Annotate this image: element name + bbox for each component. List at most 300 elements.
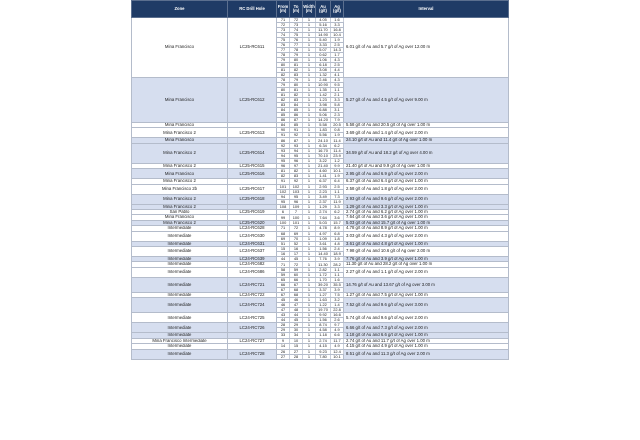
au-cell: 4.60 (316, 169, 331, 174)
from-cell: 27 (277, 354, 290, 359)
to-cell: 84 (290, 103, 303, 108)
au-cell: 4.05 (316, 18, 331, 23)
au-cell: 1.56 (316, 318, 331, 323)
au-cell: 1.56 (316, 247, 331, 252)
to-cell: 75 (290, 33, 303, 38)
ag-cell: 28.2 (331, 262, 344, 267)
ag-cell: 22.8 (331, 308, 344, 313)
table-row (132, 18, 509, 23)
width-cell: 1 (303, 292, 316, 297)
width-cell: 1 (303, 169, 316, 174)
interval-summary-cell: 2.95 g/t of Au and 6.9 g/t of Ag over 2.00 m (344, 169, 509, 179)
ag-cell: 1.1 (331, 189, 344, 194)
from-cell: 78 (277, 53, 290, 58)
width-cell: 1 (303, 236, 316, 241)
au-cell: 5.58 (316, 123, 331, 128)
au-cell: 5.40 (316, 38, 331, 43)
drill-hole-cell: LC25-RC616 (228, 169, 277, 179)
width-cell: 1 (303, 118, 316, 123)
column-header-zone: Zone (132, 1, 228, 18)
width-cell: 1 (303, 184, 316, 189)
width-cell: 1 (303, 338, 316, 343)
width-cell: 1 (303, 123, 316, 128)
to-cell: 82 (290, 169, 303, 174)
ag-cell: 4.9 (331, 328, 344, 333)
from-cell: 59 (277, 272, 290, 277)
zone-cell: Intermediate (132, 323, 228, 333)
width-cell: 1 (303, 83, 316, 88)
from-cell: 44 (277, 257, 290, 262)
width-cell: 1 (303, 108, 316, 113)
width-cell: 1 (303, 354, 316, 359)
width-cell: 1 (303, 194, 316, 199)
from-cell: 28 (277, 323, 290, 328)
au-cell: 3.33 (316, 43, 331, 48)
to-cell: 45 (290, 318, 303, 323)
width-cell: 1 (303, 23, 316, 28)
zone-cell: Intermediate (132, 333, 228, 338)
to-cell: 80 (290, 83, 303, 88)
ag-cell: 1.2 (331, 158, 344, 163)
from-cell: 58 (277, 267, 290, 272)
to-cell: 45 (290, 257, 303, 262)
interval-summary-cell: 5.03 g/t of Au and 15.7 g/t of Ag over 1.00 m (344, 220, 509, 225)
column-header-width: Width (m) (303, 1, 316, 18)
to-cell: 93 (290, 143, 303, 148)
ag-cell: 1.1 (331, 272, 344, 277)
width-cell: 1 (303, 158, 316, 163)
column-header-au: Au (g/t) (316, 1, 331, 18)
drill-hole-cell: LC25-RC614 (228, 143, 277, 163)
from-cell: 73 (277, 28, 290, 33)
to-cell: 103 (290, 189, 303, 194)
ag-cell: 3.6 (331, 215, 344, 220)
from-cell: 81 (277, 169, 290, 174)
zone-cell: Mina Francisco (132, 18, 228, 78)
from-cell: 90 (277, 128, 290, 133)
from-cell: 84 (277, 123, 290, 128)
table-row (132, 277, 509, 282)
width-cell: 1 (303, 262, 316, 267)
au-cell: 11.70 (316, 28, 331, 33)
zone-cell: Mina Francisco 2 (132, 143, 228, 163)
to-cell: 68 (290, 292, 303, 297)
zone-cell: Intermediate (132, 231, 228, 241)
au-cell: 6.88 (316, 108, 331, 113)
au-cell: 14.90 (316, 33, 331, 38)
drill-hole-cell: LC25-RC613 (228, 128, 277, 138)
au-cell: 1.06 (316, 58, 331, 63)
from-cell: 9 (277, 338, 290, 343)
interval-summary-cell: 5.58 g/t of Au and 20.5 g/t of Ag over 1.00 m (344, 123, 509, 128)
zone-cell: Intermediate (132, 257, 228, 262)
to-cell: 96 (290, 158, 303, 163)
to-cell: 109 (290, 204, 303, 209)
width-cell: 1 (303, 63, 316, 68)
ag-cell: 4.3 (331, 58, 344, 63)
au-cell: 1.18 (316, 333, 331, 338)
zone-cell: Mina Francisco 2 (132, 220, 228, 225)
zone-cell: Intermediate (132, 247, 228, 257)
from-cell: 95 (277, 158, 290, 163)
width-cell: 1 (303, 163, 316, 168)
to-cell: 73 (290, 23, 303, 28)
au-cell: 3.08 (316, 68, 331, 73)
from-cell: 93 (277, 148, 290, 153)
ag-cell: 1.8 (331, 236, 344, 241)
to-cell: 30 (290, 328, 303, 333)
drill-hole-cell: LC24-RC724 (228, 298, 277, 313)
au-cell: 2.74 (316, 338, 331, 343)
drill-hole-cell: LC24-RC722 (228, 292, 277, 297)
to-cell: 74 (290, 28, 303, 33)
width-cell: 1 (303, 48, 316, 53)
table-row (132, 267, 509, 272)
zone-cell: Mina Francisco 2 (132, 194, 228, 204)
from-cell: 91 (277, 179, 290, 184)
from-cell: 76 (277, 43, 290, 48)
from-cell: 72 (277, 23, 290, 28)
drill-hole-cell: LC24-RC686 (228, 267, 277, 277)
ag-cell: 2.4 (331, 247, 344, 252)
width-cell: 1 (303, 148, 316, 153)
interval-summary-cell: 2.58 g/t of Au and 1.8 g/t of Ag over 2.00 m (344, 184, 509, 194)
au-cell: 70.10 (316, 153, 331, 158)
ag-cell: 4.9 (331, 344, 344, 349)
from-cell: 91 (277, 133, 290, 138)
to-cell: 92 (290, 179, 303, 184)
to-cell: 92 (290, 133, 303, 138)
ag-cell: 4.3 (331, 78, 344, 83)
drill-hole-cell: LC24-RC726 (228, 323, 277, 333)
ag-cell: 9.5 (331, 83, 344, 88)
column-header-to: To (m) (290, 1, 303, 18)
ag-cell: 10.1 (331, 354, 344, 359)
from-cell: 6 (277, 210, 290, 215)
drill-hole-cell: LC25-RC618 (228, 194, 277, 204)
from-cell: 71 (277, 18, 290, 23)
zone-cell: Intermediate (132, 298, 228, 313)
ag-cell: 11.9 (331, 199, 344, 204)
au-cell: 4.78 (316, 226, 331, 231)
au-cell: 7.76 (316, 257, 331, 262)
zone-cell: Mina Francisco 2 (132, 179, 228, 184)
from-cell: 26 (277, 349, 290, 354)
width-cell: 1 (303, 113, 316, 118)
to-cell: 27 (290, 349, 303, 354)
width-cell: 1 (303, 282, 316, 287)
from-cell: 94 (277, 153, 290, 158)
interval-summary-cell: 8.51 g/t of Au and 11.3 g/t of Ag over 2.00 m (344, 349, 509, 359)
to-cell: 101 (290, 220, 303, 225)
drill-results-table (131, 0, 509, 360)
width-cell: 1 (303, 298, 316, 303)
au-cell: 2.74 (316, 210, 331, 215)
au-cell: 1.29 (316, 204, 331, 209)
width-cell: 1 (303, 18, 316, 23)
ag-cell: 6.2 (331, 143, 344, 148)
au-cell: 5.07 (316, 48, 331, 53)
column-header-interval: Interval (344, 1, 509, 18)
table-row (132, 298, 509, 303)
width-cell: 1 (303, 257, 316, 262)
to-cell: 48 (290, 308, 303, 313)
to-cell: 16 (290, 247, 303, 252)
ag-cell: 3.9 (331, 257, 344, 262)
drill-hole-cell: LC25-RC612 (228, 78, 277, 123)
column-header-ag: Ag (g/t) (331, 1, 344, 18)
au-cell: 6.37 (316, 179, 331, 184)
to-cell: 46 (290, 298, 303, 303)
ag-cell: 1.9 (331, 133, 344, 138)
interval-summary-cell: 3.69 g/t of Au and 1.4 g/t of Ag over 2.00 m (344, 128, 509, 138)
ag-cell: 9.7 (331, 323, 344, 328)
width-cell: 1 (303, 133, 316, 138)
to-cell: 17 (290, 252, 303, 257)
to-cell: 52 (290, 241, 303, 246)
width-cell: 1 (303, 333, 316, 338)
table-row (132, 313, 509, 318)
au-cell: 1.27 (316, 292, 331, 297)
from-cell: 71 (277, 226, 290, 231)
ag-cell: 7.5 (331, 292, 344, 297)
width-cell: 1 (303, 308, 316, 313)
au-cell: 1.83 (316, 128, 331, 133)
interval-summary-cell: 7.76 g/t of Au and 3.9 g/t of Ag over 1.00 m (344, 257, 509, 262)
interval-summary-cell: 2.27 g/t of Au and 1.1 g/t of Ag over 2.00 m (344, 267, 509, 277)
au-cell: 3.98 (316, 103, 331, 108)
width-cell: 1 (303, 252, 316, 257)
to-cell: 72 (290, 262, 303, 267)
ag-cell: 1.6 (331, 18, 344, 23)
table-row (132, 194, 509, 199)
table-header-row (132, 1, 509, 18)
ag-cell: 18.9 (331, 252, 344, 257)
ag-cell: 4.8 (331, 241, 344, 246)
from-cell: 81 (277, 68, 290, 73)
drill-hole-cell: LC24-RC721 (228, 277, 277, 292)
width-cell: 1 (303, 58, 316, 63)
to-cell: 80 (290, 58, 303, 63)
ag-cell: 2.5 (331, 184, 344, 189)
ag-cell: 6.8 (331, 231, 344, 236)
width-cell: 1 (303, 138, 316, 143)
from-cell: 102 (277, 189, 290, 194)
ag-cell: 3.1 (331, 108, 344, 113)
au-cell: 3.49 (316, 194, 331, 199)
zone-cell: San Pablo (132, 210, 228, 215)
from-cell: 14 (277, 344, 290, 349)
to-cell: 97 (290, 163, 303, 168)
au-cell: 6.18 (316, 63, 331, 68)
ag-cell: 1.4 (331, 303, 344, 308)
ag-cell: 6.4 (331, 179, 344, 184)
from-cell: 15 (277, 247, 290, 252)
from-cell: 79 (277, 58, 290, 63)
au-cell: 24.10 (316, 138, 331, 143)
width-cell: 1 (303, 349, 316, 354)
ag-cell: 2.5 (331, 43, 344, 48)
to-cell: 95 (290, 194, 303, 199)
table-row (132, 184, 509, 189)
ag-cell: 23.9 (331, 153, 344, 158)
zone-cell: Mina Francisco (132, 123, 228, 128)
from-cell: 46 (277, 303, 290, 308)
to-cell: 60 (290, 272, 303, 277)
to-cell: 79 (290, 53, 303, 58)
width-cell: 1 (303, 43, 316, 48)
interval-summary-cell: 24.10 g/t of Au and 11.4 g/t of Ag over 1.00 m (344, 138, 509, 143)
ag-cell: 4.1 (331, 73, 344, 78)
interval-summary-cell: 5.74 g/t of Au and 9.6 g/t of Ag over 2.00 m (344, 313, 509, 323)
to-cell: 83 (290, 98, 303, 103)
to-cell: 67 (290, 282, 303, 287)
zone-cell: Mina Francisco 2 (132, 163, 228, 168)
to-cell: 83 (290, 174, 303, 179)
interval-summary-cell: 4.15 g/t of Au and 4.9 g/t of Ag over 1.00 m (344, 344, 509, 349)
from-cell: 69 (277, 236, 290, 241)
drill-hole-cell: LC25-RC615 (228, 163, 277, 168)
from-cell: 92 (277, 143, 290, 148)
to-cell: 85 (290, 123, 303, 128)
ag-cell: 11.7 (331, 338, 344, 343)
interval-summary-cell: 5.27 g/t of Au and 4.5 g/t of Ag over 9.00 m (344, 78, 509, 123)
zone-cell: Intermediate (132, 313, 228, 323)
to-cell: 83 (290, 73, 303, 78)
au-cell: 3.22 (316, 158, 331, 163)
ag-cell: 35.5 (331, 282, 344, 287)
interval-summary-cell: 14.76 g/t of Au and 13.67 g/t of Ag over 3.00 m (344, 277, 509, 292)
to-cell: 81 (290, 63, 303, 68)
width-cell: 1 (303, 267, 316, 272)
ag-cell: 8.9 (331, 226, 344, 231)
au-cell: 5.16 (316, 23, 331, 28)
from-cell: 94 (277, 194, 290, 199)
width-cell: 1 (303, 241, 316, 246)
ag-cell: 7.3 (331, 194, 344, 199)
interval-summary-cell: 3.03 g/t of Au and 4.3 g/t of Ag over 2.00 m (344, 231, 509, 241)
ag-cell: 12.4 (331, 349, 344, 354)
au-cell: 2.23 (316, 189, 331, 194)
width-cell: 1 (303, 93, 316, 98)
ag-cell: 1.1 (331, 267, 344, 272)
drill-hole-cell: LC24-RC631 (228, 241, 277, 246)
zone-cell: Intermediate (132, 277, 228, 292)
width-cell: 1 (303, 231, 316, 236)
au-cell: 1.23 (316, 98, 331, 103)
to-cell: 78 (290, 48, 303, 53)
au-cell: 4.97 (316, 231, 331, 236)
from-cell: 75 (277, 38, 290, 43)
from-cell: 44 (277, 318, 290, 323)
from-cell: 100 (277, 220, 290, 225)
drill-hole-cell: LC25-RC620 (228, 220, 277, 225)
au-cell: 4.15 (316, 344, 331, 349)
zone-cell: Mina Francisco (132, 169, 228, 179)
assay-results-sheet (131, 0, 508, 440)
table-row (132, 231, 509, 236)
zone-cell: Intermediate (132, 344, 228, 349)
au-cell: 6.34 (316, 143, 331, 148)
to-cell: 29 (290, 323, 303, 328)
from-cell: 79 (277, 83, 290, 88)
zone-cell: Mina Francisco 2 (132, 204, 228, 209)
from-cell: 51 (277, 241, 290, 246)
from-cell: 33 (277, 333, 290, 338)
width-cell: 1 (303, 287, 316, 292)
to-cell: 96 (290, 199, 303, 204)
ag-cell: 6.2 (331, 210, 344, 215)
from-cell: 16 (277, 252, 290, 257)
interval-summary-cell: 2.74 g/t of Au and 11.7 g/t of Ag over 1.00 m (344, 338, 509, 343)
width-cell: 1 (303, 328, 316, 333)
au-cell: 3.37 (316, 287, 331, 292)
width-cell: 1 (303, 303, 316, 308)
from-cell: 45 (277, 298, 290, 303)
to-cell: 81 (290, 88, 303, 93)
to-cell: 28 (290, 354, 303, 359)
table-row (132, 169, 509, 174)
ag-cell: 10.4 (331, 33, 344, 38)
interval-summary-cell: 7.52 g/t of Au and 9.6 g/t of Ag over 3.00 m (344, 298, 509, 313)
width-cell: 1 (303, 28, 316, 33)
from-cell: 43 (277, 313, 290, 318)
from-cell: 47 (277, 308, 290, 313)
au-cell: 1.09 (316, 236, 331, 241)
au-cell: 8.74 (316, 323, 331, 328)
width-cell: 1 (303, 33, 316, 38)
au-cell: 10.90 (316, 83, 331, 88)
interval-summary-cell: 11.30 g/t of Au and 28.2 g/t of Ag over 1.00 m (344, 262, 509, 267)
to-cell: 91 (290, 128, 303, 133)
drill-hole-cell: LC25-RC619 (228, 210, 277, 215)
width-cell: 1 (303, 226, 316, 231)
to-cell: 79 (290, 78, 303, 83)
to-cell: 70 (290, 236, 303, 241)
interval-summary-cell: 6.66 g/t of Au and 7.3 g/t of Ag over 2.00 m (344, 323, 509, 333)
from-cell: 78 (277, 78, 290, 83)
ag-cell: 14.3 (331, 48, 344, 53)
to-cell: 82 (290, 93, 303, 98)
width-cell: 1 (303, 68, 316, 73)
from-cell: 86 (277, 138, 290, 143)
au-cell: 1.72 (316, 272, 331, 277)
interval-summary-cell: 2.93 g/t of Au and 9.6 g/t of Ag over 2.00 m (344, 194, 509, 204)
drill-hole-cell: LC24-RC727 (228, 338, 277, 343)
ag-cell: 10.1 (331, 169, 344, 174)
au-cell: 2.37 (316, 199, 331, 204)
drill-hole-cell: LC24-RC728 (228, 349, 277, 359)
ag-cell: 3.9 (331, 287, 344, 292)
table-row (132, 78, 509, 83)
drill-hole-cell: LC24-RC639 (228, 257, 277, 262)
from-cell: 81 (277, 93, 290, 98)
to-cell: 68 (290, 287, 303, 292)
from-cell: 95 (277, 199, 290, 204)
from-cell: 29 (277, 328, 290, 333)
width-cell: 1 (303, 318, 316, 323)
width-cell: 1 (303, 210, 316, 215)
zone-cell: Mina Francisco 2b (132, 184, 228, 194)
from-cell: 67 (277, 292, 290, 297)
to-cell: 72 (290, 18, 303, 23)
to-cell: 47 (290, 303, 303, 308)
zone-cell: Mina Francisco (132, 78, 228, 123)
width-cell: 1 (303, 179, 316, 184)
ag-cell: 9.9 (331, 163, 344, 168)
to-cell: 34 (290, 333, 303, 338)
ag-cell: 20.5 (331, 123, 344, 128)
